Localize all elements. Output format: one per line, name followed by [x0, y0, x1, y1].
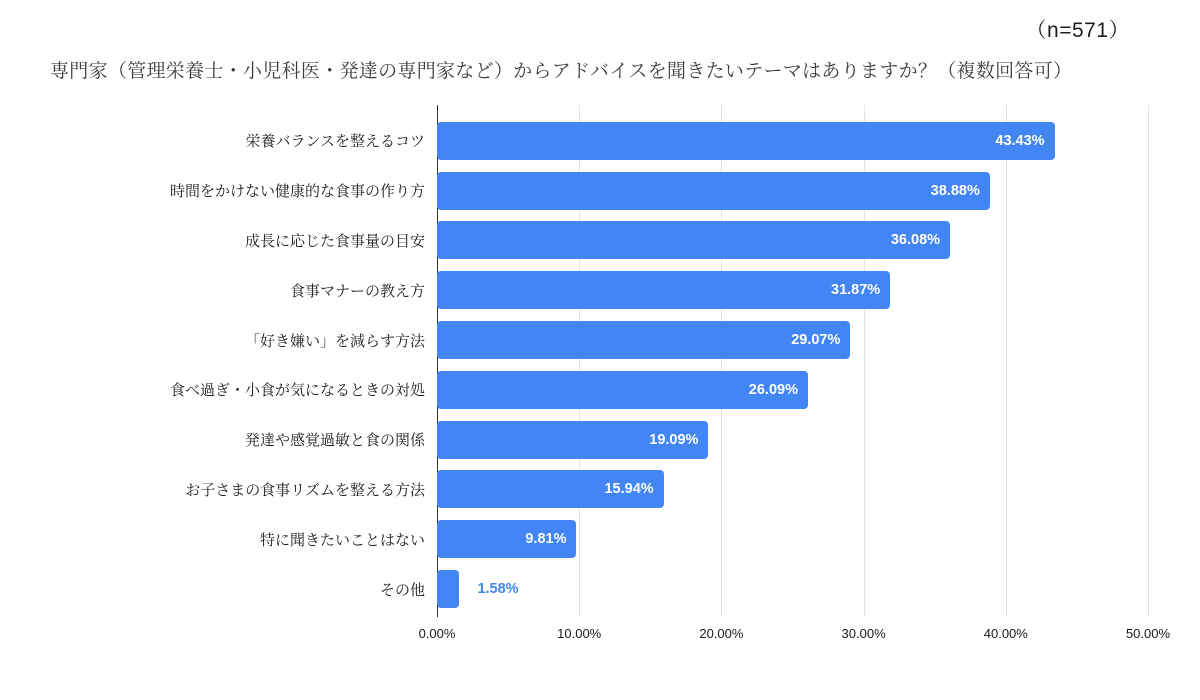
value-label: 36.08% — [890, 232, 941, 249]
category-label: 発達や感覚過敏と食の関係 — [244, 432, 425, 450]
bar-row — [0, 315, 1148, 365]
chart-title: 専門家（管理栄養士・小児科医・発達の専門家など）からアドバイスを聞きたいテーマはありますか？（複数回答可） — [50, 61, 1073, 82]
bar-row — [0, 465, 1148, 515]
value-label: 1.58% — [477, 581, 519, 598]
value-label: 43.43% — [995, 132, 1045, 149]
bar-row — [0, 216, 1148, 266]
bar — [437, 321, 850, 359]
x-tick-label: 50.00% — [1125, 626, 1171, 641]
category-label: 時間をかけない健康的な食事の作り方 — [169, 183, 425, 201]
bar — [437, 520, 576, 558]
bar-row — [0, 116, 1148, 166]
bar-row — [0, 166, 1148, 216]
bar-track — [437, 470, 1148, 508]
bar-row — [0, 415, 1148, 465]
bar-track — [437, 371, 1148, 409]
value-label: 38.88% — [930, 182, 980, 199]
gridline — [1148, 105, 1149, 617]
value-label: 15.94% — [604, 481, 654, 498]
bar-track — [437, 520, 1148, 558]
value-label: 31.87% — [831, 282, 881, 299]
bar-track — [437, 172, 1148, 210]
value-label: 9.81% — [525, 531, 567, 548]
bar-track — [437, 271, 1148, 309]
value-label: 26.09% — [748, 381, 798, 398]
x-tick-label: 30.00% — [841, 626, 886, 641]
category-label: 成長に応じた食事量の目安 — [244, 232, 425, 250]
bar — [437, 570, 459, 608]
bar-track — [437, 570, 1148, 608]
value-label: 19.09% — [649, 431, 699, 448]
bar — [437, 221, 950, 259]
bar-row — [0, 365, 1148, 415]
value-label: 29.07% — [791, 332, 841, 349]
sample-size-label: （n=571） — [1025, 19, 1130, 42]
bar — [437, 271, 890, 309]
bar — [437, 371, 808, 409]
x-tick-label: 40.00% — [983, 626, 1028, 641]
bar-row — [0, 265, 1148, 315]
category-label: 特に聞きたいことはない — [259, 531, 425, 549]
bar — [437, 421, 708, 459]
bar-track — [437, 122, 1148, 160]
bar-chart — [0, 105, 1200, 675]
x-tick-label: 20.00% — [699, 626, 744, 641]
bar — [437, 172, 990, 210]
bar-row — [0, 564, 1148, 614]
category-label: 栄養バランスを整えるコツ — [245, 133, 425, 151]
bar-track — [437, 321, 1148, 359]
category-label: その他 — [379, 581, 425, 599]
x-tick-label: 10.00% — [557, 626, 602, 641]
category-label: 「好き嫌い」を減らす方法 — [244, 332, 425, 350]
x-axis — [418, 626, 1171, 648]
bar-track — [437, 221, 1148, 259]
bar-rows — [0, 116, 1148, 614]
bar — [437, 122, 1055, 160]
category-label: 食べ過ぎ・小食が気になるときの対処 — [169, 382, 425, 400]
category-label: お子さまの食事リズムを整える方法 — [185, 481, 425, 499]
category-label: 食事マナーの教え方 — [289, 282, 425, 300]
bar-row — [0, 514, 1148, 564]
bar — [437, 470, 664, 508]
bar-track — [437, 421, 1148, 459]
x-tick-label: 0.00% — [418, 626, 456, 641]
